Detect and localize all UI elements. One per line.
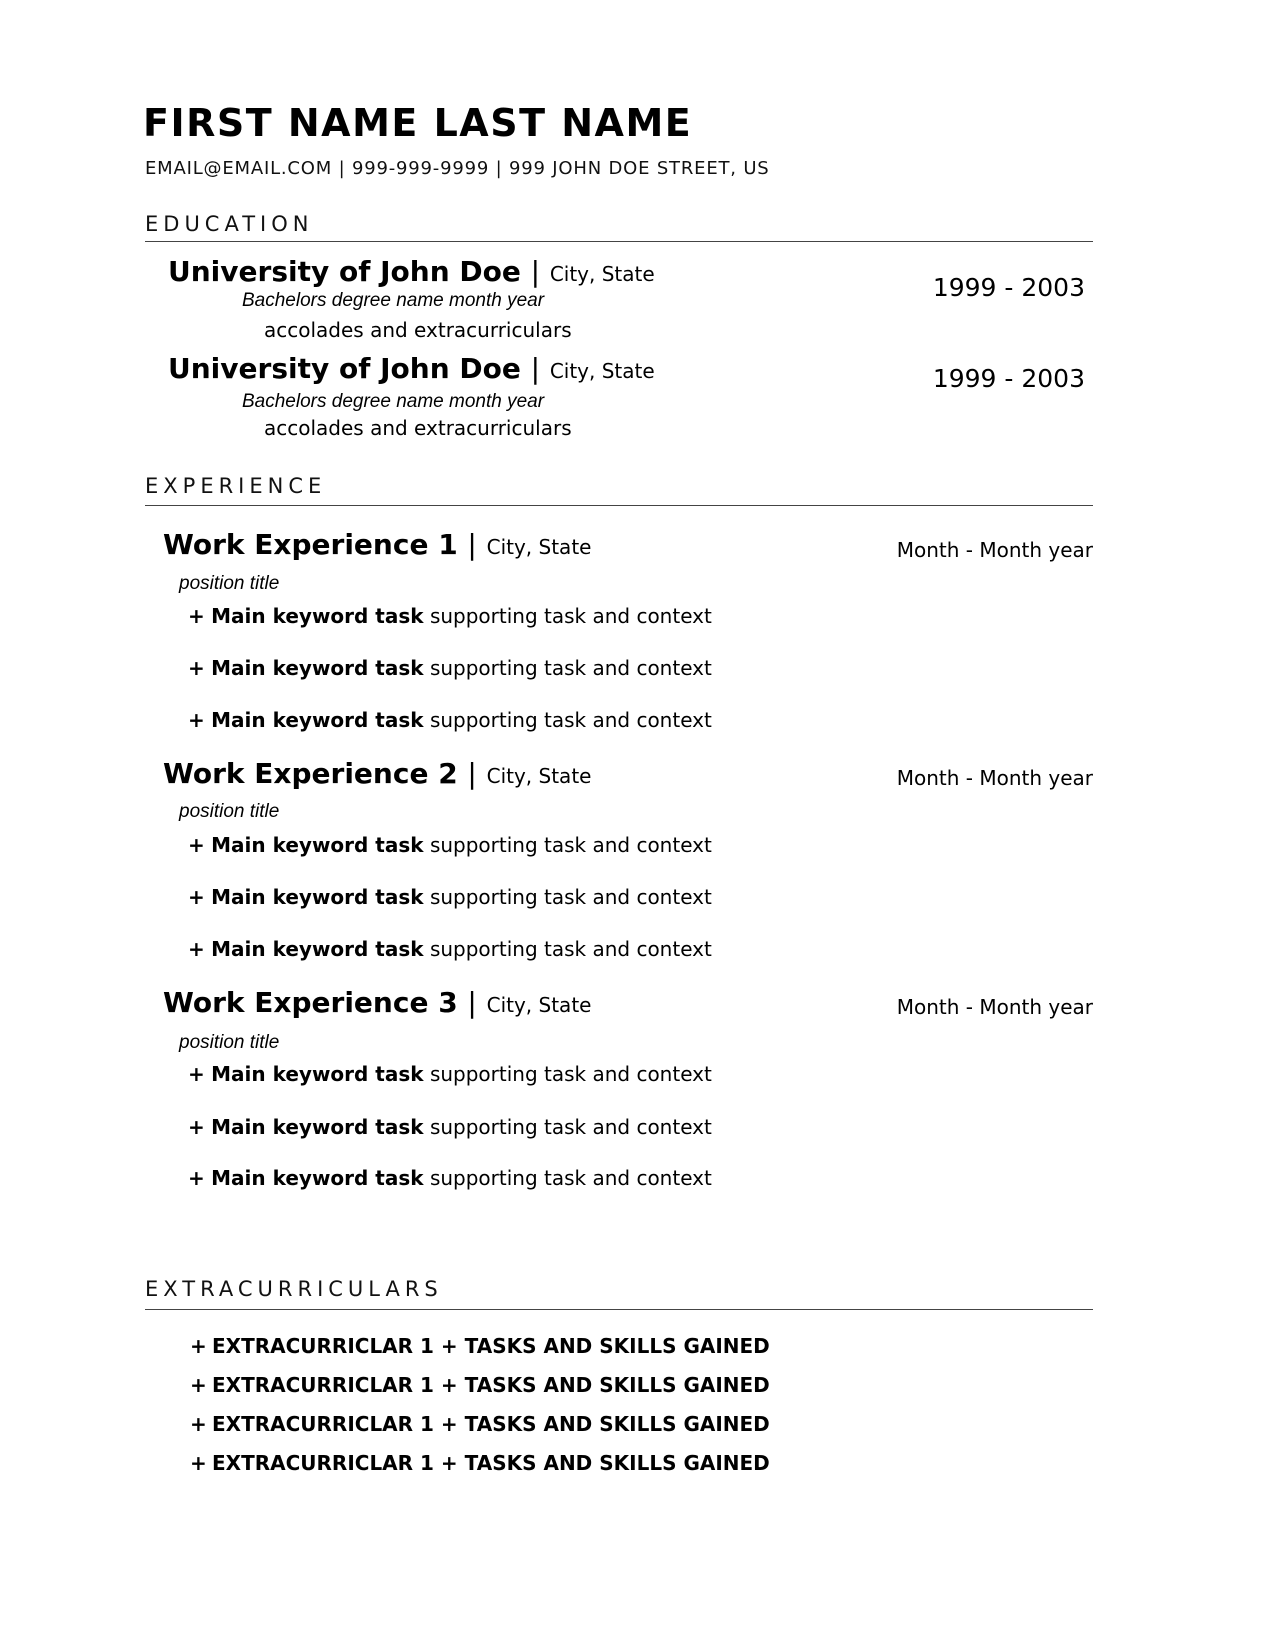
task-bullet: + Main keyword task supporting task and context bbox=[188, 885, 712, 909]
task-bullet: + Main keyword task supporting task and context bbox=[188, 937, 712, 961]
job-dates: Month - Month year bbox=[896, 766, 1093, 790]
job-dates: Month - Month year bbox=[896, 538, 1093, 562]
position-title: position title bbox=[179, 1032, 280, 1053]
extracurriculars-heading: EXTRACURRICULARS bbox=[145, 1277, 443, 1301]
education-heading: EDUCATION bbox=[145, 212, 314, 236]
degree: Bachelors degree name month year bbox=[242, 290, 545, 311]
task-bullet: + Main keyword task supporting task and context bbox=[188, 1166, 712, 1190]
extracurricular-item: + EXTRACURRICLAR 1 + TASKS AND SKILLS GAINED bbox=[190, 1373, 770, 1397]
experience-divider bbox=[145, 505, 1093, 506]
education-years: 1999 - 2003 bbox=[932, 364, 1085, 393]
contact-line: EMAIL@EMAIL.COM | 999-999-9999 | 999 JOHN DOE STREET, US bbox=[145, 158, 770, 179]
experience-heading: EXPERIENCE bbox=[145, 474, 327, 498]
education-years: 1999 - 2003 bbox=[932, 273, 1085, 302]
accolades: accolades and extracurriculars bbox=[264, 318, 572, 342]
job-title: Work Experience 1 | City, State bbox=[163, 528, 592, 561]
task-bullet: + Main keyword task supporting task and context bbox=[188, 1062, 712, 1086]
task-bullet: + Main keyword task supporting task and context bbox=[188, 833, 712, 857]
task-bullet: + Main keyword task supporting task and context bbox=[188, 656, 712, 680]
task-bullet: + Main keyword task supporting task and context bbox=[188, 708, 712, 732]
school-name: University of John Doe | City, State bbox=[168, 352, 655, 385]
extracurricular-item: + EXTRACURRICLAR 1 + TASKS AND SKILLS GAINED bbox=[190, 1451, 770, 1475]
accolades: accolades and extracurriculars bbox=[264, 416, 572, 440]
degree: Bachelors degree name month year bbox=[242, 391, 545, 412]
task-bullet: + Main keyword task supporting task and context bbox=[188, 604, 712, 628]
job-title: Work Experience 2 | City, State bbox=[163, 757, 592, 790]
position-title: position title bbox=[179, 573, 280, 594]
task-bullet: + Main keyword task supporting task and context bbox=[188, 1115, 712, 1139]
job-title: Work Experience 3 | City, State bbox=[163, 986, 592, 1019]
education-divider bbox=[145, 241, 1093, 242]
school-name: University of John Doe | City, State bbox=[168, 255, 655, 288]
extracurricular-item: + EXTRACURRICLAR 1 + TASKS AND SKILLS GAINED bbox=[190, 1412, 770, 1436]
job-dates: Month - Month year bbox=[896, 995, 1093, 1019]
extracurriculars-divider bbox=[145, 1309, 1093, 1310]
page-title: FIRST NAME LAST NAME bbox=[143, 101, 693, 145]
extracurricular-item: + EXTRACURRICLAR 1 + TASKS AND SKILLS GAINED bbox=[190, 1334, 770, 1358]
position-title: position title bbox=[179, 801, 280, 822]
